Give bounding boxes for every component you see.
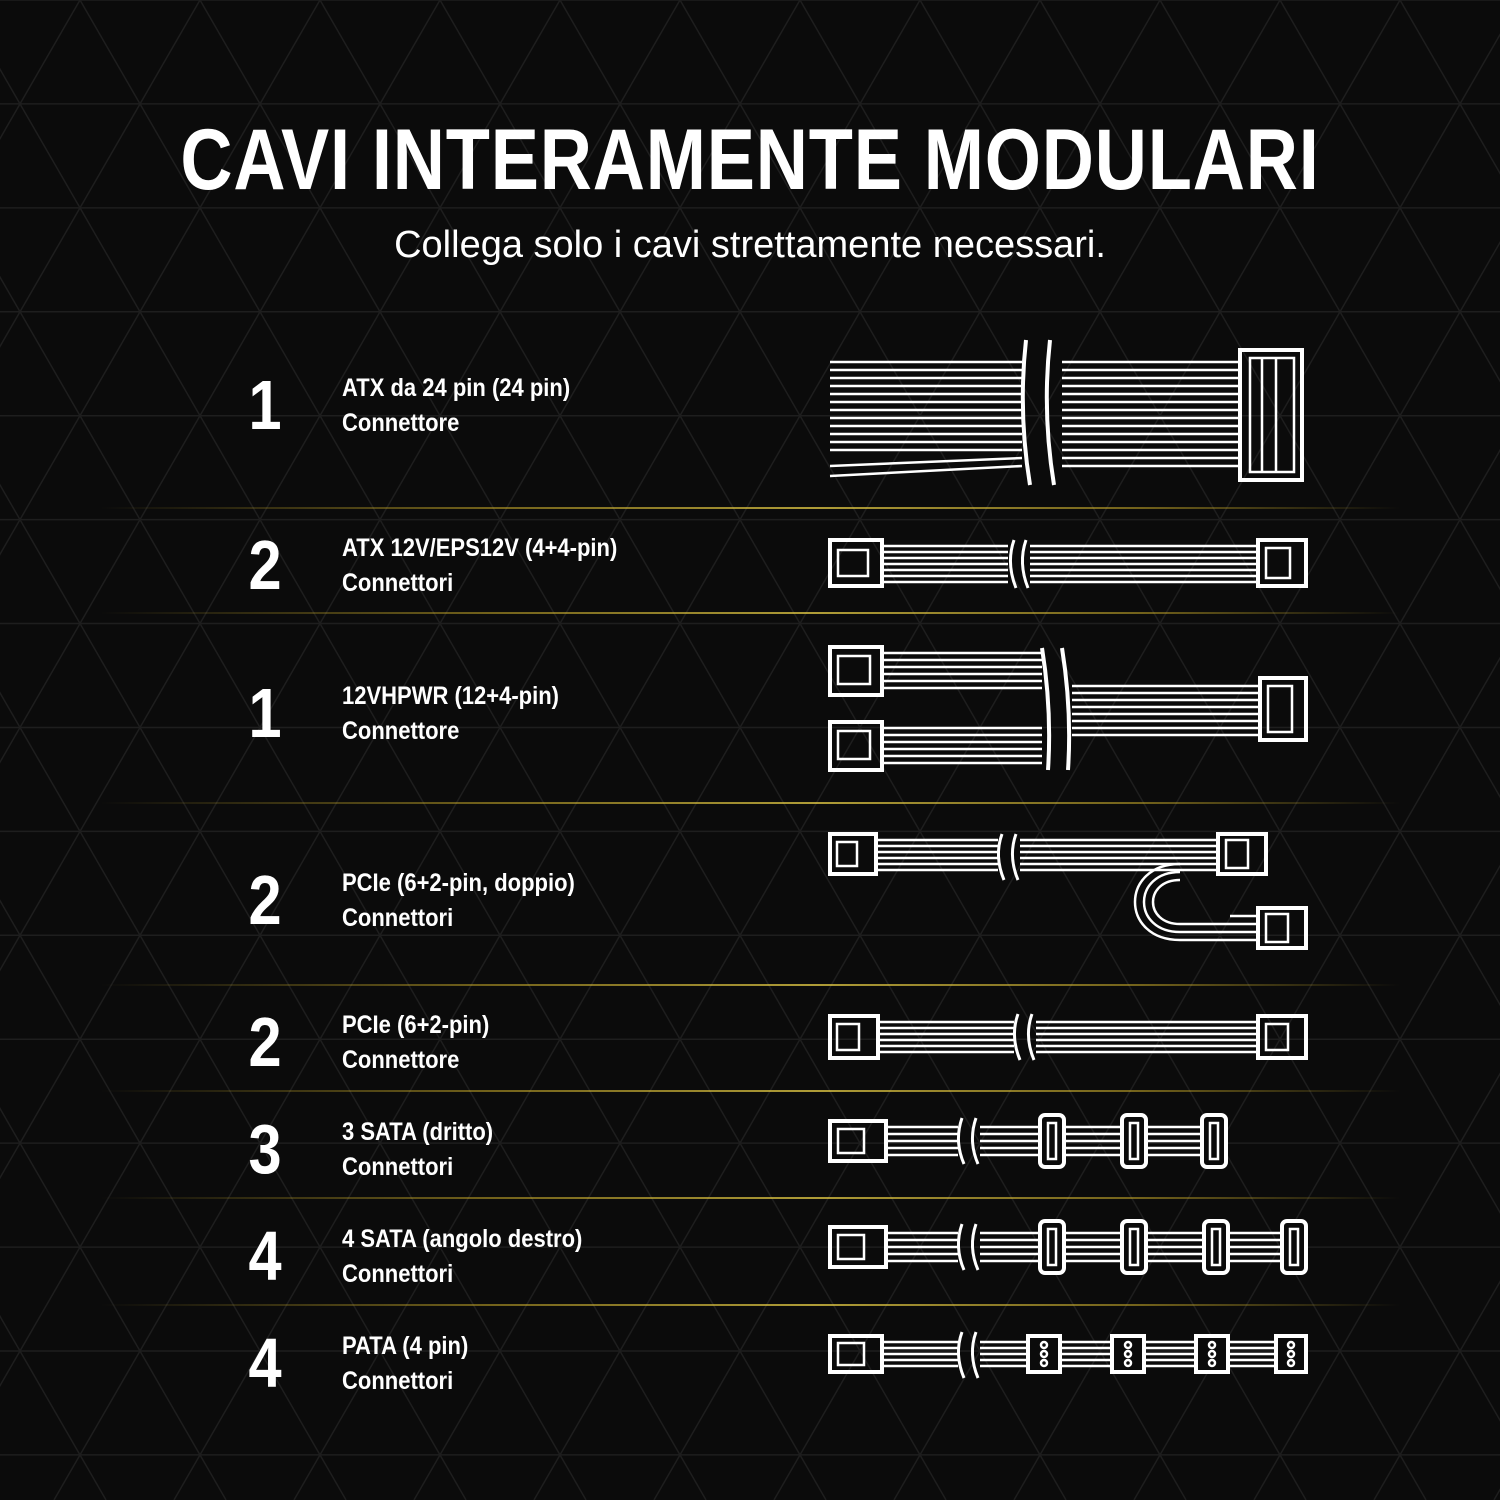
12vhpwr-cable-icon — [830, 647, 1306, 770]
cable-kind-12vhpwr: Connettore — [342, 717, 460, 745]
cable-kind-pcie-dual: Connettori — [342, 904, 454, 932]
cable-name-sata-straight: 3 SATA (dritto) — [342, 1118, 494, 1146]
page-title: CAVI INTERAMENTE MODULARI — [180, 112, 1320, 208]
sata-straight-cable-icon — [830, 1115, 1226, 1167]
cable-kind-eps12v: Connettori — [342, 569, 454, 597]
pata-cable-icon — [830, 1332, 1306, 1378]
cable-name-atx24: ATX da 24 pin (24 pin) — [342, 374, 571, 402]
pcie-dual-cable-icon — [830, 834, 1306, 948]
atx-24pin-cable-icon — [830, 340, 1302, 485]
sata-right-angle-cable-icon — [830, 1221, 1306, 1273]
cable-kind-atx24: Connettore — [342, 409, 460, 437]
cable-count-atx24: 1 — [248, 366, 282, 444]
cable-kind-sata-right: Connettori — [342, 1260, 454, 1288]
cable-count-sata-right: 4 — [248, 1217, 282, 1295]
cable-name-pcie: PCIe (6+2-pin) — [342, 1011, 490, 1039]
cable-count-eps12v: 2 — [248, 526, 282, 604]
cable-count-pcie-dual: 2 — [248, 861, 282, 939]
cable-name-eps12v: ATX 12V/EPS12V (4+4-pin) — [342, 534, 618, 562]
cable-kind-pata: Connettori — [342, 1367, 454, 1395]
cable-count-12vhpwr: 1 — [248, 674, 282, 752]
cable-name-pata: PATA (4 pin) — [342, 1332, 469, 1360]
cable-count-sata-straight: 3 — [248, 1110, 282, 1188]
cable-count-pata: 4 — [248, 1324, 282, 1402]
cable-kind-sata-straight: Connettori — [342, 1153, 454, 1181]
cable-name-sata-right: 4 SATA (angolo destro) — [342, 1225, 583, 1253]
eps12v-cable-icon — [830, 540, 1306, 588]
cable-name-12vhpwr: 12VHPWR (12+4-pin) — [342, 682, 560, 710]
cable-count-pcie: 2 — [248, 1003, 282, 1081]
cable-kind-pcie: Connettore — [342, 1046, 460, 1074]
pcie-cable-icon — [830, 1014, 1306, 1060]
page-subtitle: Collega solo i cavi strettamente necessari. — [394, 224, 1106, 266]
cable-name-pcie-dual: PCIe (6+2-pin, doppio) — [342, 869, 575, 897]
